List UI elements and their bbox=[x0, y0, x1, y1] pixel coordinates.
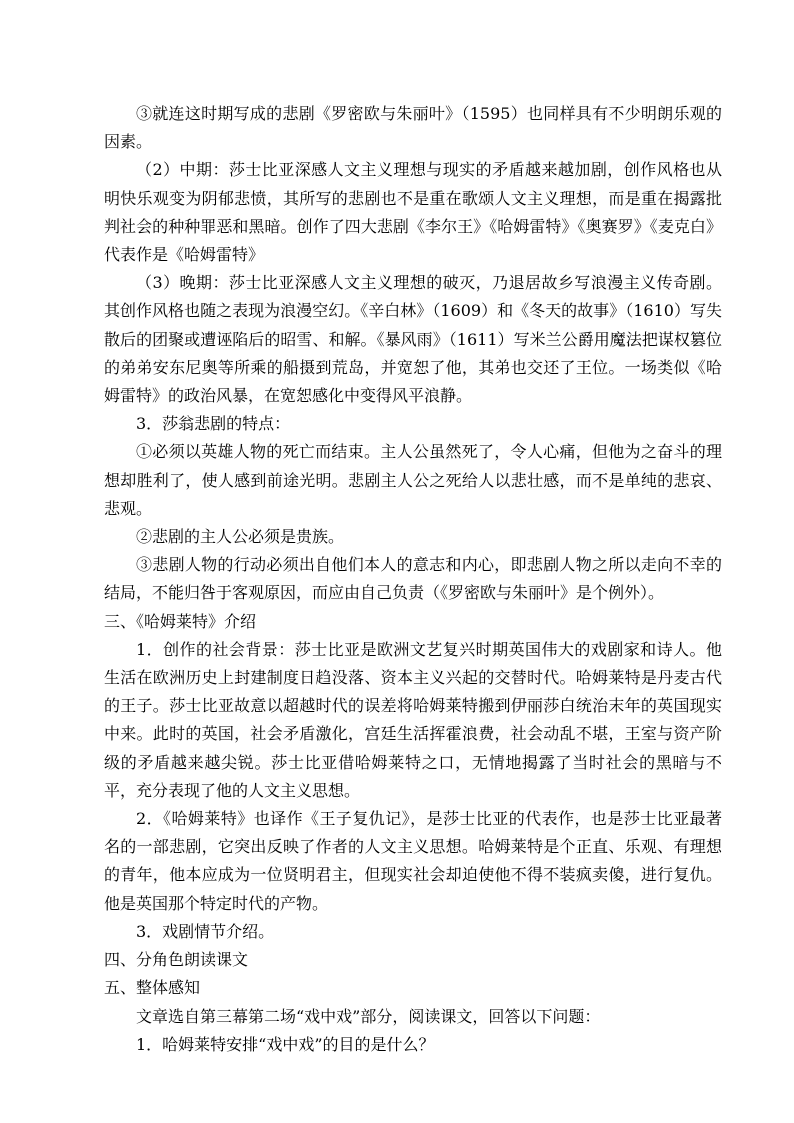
paragraph-feature-2: ②悲剧的主人公必须是贵族。 bbox=[136, 527, 345, 547]
paragraph-tragedy-features-heading: 3．莎翁悲剧的特点： bbox=[136, 414, 291, 434]
paragraph-feature-1: ①必须以英雄人物的死亡而结束。主人公虽然死了，令人心痛，但他为之奋斗的理想却胜利了，使人感到前途光明。悲剧主人公之死给人以悲壮感，而不是单纯的悲哀、悲观。 bbox=[104, 442, 722, 518]
section-heading-role-reading: 四、分角色朗读课文 bbox=[104, 950, 249, 970]
section-heading-hamlet-intro: 三、《哈姆莱特》介绍 bbox=[104, 611, 257, 631]
paragraph-feature-3: ③悲剧人物的行动必须出自他们本人的意志和内心，即悲剧人物之所以走向不幸的结局，不能归咎于客观原因，而应由自己负责（《罗密欧与朱丽叶》是个例外）。 bbox=[104, 555, 722, 603]
paragraph-hamlet-representative-work: 2．《哈姆莱特》也译作《王子复仇记》，是莎士比亚的代表作，也是莎士比亚最著名的一部悲剧，它突出反映了作者的人文主义思想。哈姆莱特是个正直、乐观、有理想的青年，他本应成为一位贤明君主，但现实社会却迫使他不得不装疯卖傻，进行复仇。他是英国那个特定时代的产物。 bbox=[104, 809, 722, 913]
paragraph-romeo-juliet: ③就连这时期写成的悲剧《罗密欧与朱丽叶》（1595）也同样具有不少明朗乐观的因素。 bbox=[104, 104, 722, 152]
paragraph-middle-period: （2）中期：莎士比亚深感人文主义理想与现实的矛盾越来越加剧，创作风格也从明快乐观变为阴郁悲愤，其所写的悲剧也不是重在歌颂人文主义理想，而是重在揭露批判社会的种种罪恶和黑暗。创作了四大悲剧《李尔王》《哈姆雷特》《奥赛罗》《麦克白》代表作是《哈姆雷特》 bbox=[104, 160, 722, 265]
paragraph-plot-intro: 3．戏剧情节介绍。 bbox=[136, 921, 275, 941]
paragraph-social-background: 1．创作的社会背景：莎士比亚是欧洲文艺复兴时期英国伟大的戏剧家和诗人。他生活在欧洲历史上封建制度日趋没落、资本主义兴起的交替时代。哈姆莱特是丹麦古代的王子。莎士比亚故意以超越时代的误差将哈姆莱特搬到伊丽莎白统治末年的英国现实中来。此时的英国，社会矛盾激化，宫廷生活挥霍浪费，社会动乱不堪，王室与资产阶级的矛盾越来越尖锐。莎士比亚借哈姆莱特之口，无情地揭露了当时社会的黑暗与不平，充分表现了他的人文主义思想。 bbox=[104, 639, 722, 800]
section-heading-overall-perception: 五、整体感知 bbox=[104, 978, 201, 998]
document-page bbox=[104, 100, 722, 1059]
paragraph-question-1: 1．哈姆莱特安排“戏中戏”的目的是什么？ bbox=[136, 1034, 435, 1054]
paragraph-reading-task: 文章选自第三幕第二场“戏中戏”部分，阅读课文，回答以下问题： bbox=[136, 1006, 601, 1026]
paragraph-late-period: （3）晚期：莎士比亚深感人文主义理想的破灭，乃退居故乡写浪漫主义传奇剧。其创作风格也随之表现为浪漫空幻。《辛白林》（1609）和《冬天的故事》（1610）写失散后的团聚或遭诬陷后的昭雪、和解。《暴风雨》（1611）写米兰公爵用魔法把谋权篡位的弟弟安东尼奥等所乘的船摄到荒岛，并宽恕了他，其弟也交还了王位。一场类似《哈姆雷特》的政治风暴，在宽恕感化中变得风平浪静。 bbox=[104, 273, 722, 406]
